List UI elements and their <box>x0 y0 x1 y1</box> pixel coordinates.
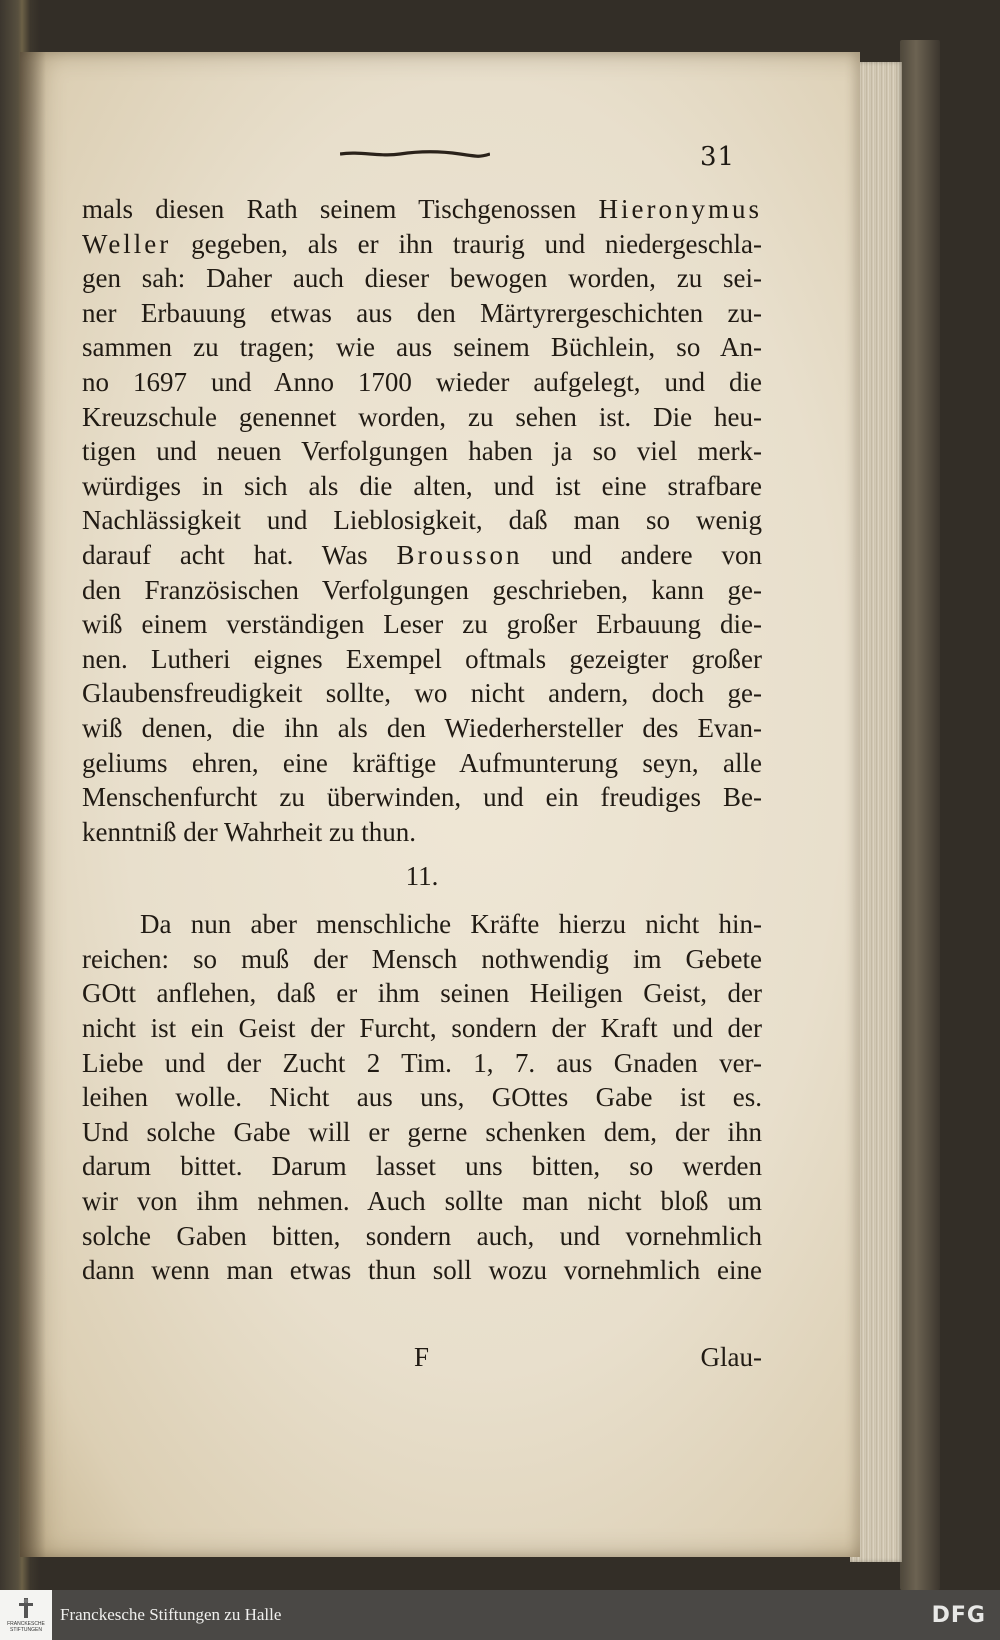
text-run: GOtt anflehen, daß er ihm seinen Heiligen Geist, der <box>82 978 762 1009</box>
text-line <box>82 907 762 942</box>
text-line <box>82 746 762 781</box>
text-run: ner Erbauung etwas aus den Märtyrergeschichten zu- <box>82 297 762 328</box>
text-line <box>82 1046 762 1081</box>
text-run: darum bittet. Darum lasset uns bitten, so werden <box>82 1151 762 1182</box>
text-run: den Französischen Verfolgungen geschrieben, kann ge- <box>82 574 762 605</box>
text-line <box>82 711 762 746</box>
viewer-footer-bar <box>0 1590 1000 1640</box>
text-run: Glaubensfreudigkeit sollte, wo nicht andern, doch ge- <box>82 678 762 709</box>
text-run: Da nun aber menschliche Kräfte hierzu nicht hin- <box>140 909 762 940</box>
text-line <box>82 296 762 331</box>
text-line <box>82 1184 762 1219</box>
text-run: gegeben, als er ihn traurig und niedergeschla- <box>171 228 762 259</box>
text-line <box>82 642 762 677</box>
text-line <box>82 1219 762 1254</box>
spaced-name: Hieronymus <box>598 194 762 224</box>
book-page <box>20 52 860 1557</box>
section-heading-row <box>82 849 762 907</box>
logo-text: FRANCKESCHE STIFTUNGEN <box>7 1621 45 1633</box>
text-run: leihen wolle. Nicht aus uns, GOttes Gabe ist es. <box>82 1082 762 1113</box>
text-run: kenntniß der Wahrheit zu thun. <box>82 816 416 847</box>
text-run: nicht ist ein Geist der Furcht, sondern der Kraft und der <box>82 1013 762 1044</box>
text-line <box>82 330 762 365</box>
catchword: Glau- <box>700 1342 762 1372</box>
text-run: würdiges in sich als die alten, und ist eine strafbare <box>82 470 762 501</box>
text-line <box>82 400 762 435</box>
section-number: 11. <box>405 861 439 892</box>
text-run: Menschenfurcht zu überwinden, und ein freudiges Be- <box>82 782 762 813</box>
page-number: 31 <box>700 142 736 172</box>
body-text <box>82 192 762 1288</box>
text-line <box>82 1253 762 1288</box>
institution-name: Franckesche Stiftungen zu Halle <box>60 1605 282 1624</box>
signature-mark: F <box>414 1342 430 1372</box>
text-line <box>82 815 762 850</box>
text-line <box>82 942 762 977</box>
text-line <box>82 607 762 642</box>
text-line <box>82 676 762 711</box>
paragraph-before-section <box>82 192 762 849</box>
text-line <box>82 192 762 227</box>
text-line <box>82 227 762 262</box>
text-line <box>82 261 762 296</box>
text-run: sammen zu tragen; wie aus seinem Büchlein, so An- <box>82 332 762 363</box>
text-run: solche Gaben bitten, sondern auch, und vornehmlich <box>82 1220 762 1251</box>
text-run: wir von ihm nehmen. Auch sollte man nicht bloß um <box>82 1186 762 1217</box>
text-run: darauf acht hat. Was <box>82 539 397 570</box>
institution-emblem-icon <box>17 1597 35 1619</box>
text-line <box>82 1115 762 1150</box>
text-run: wiß denen, die ihn als den Wiederhersteller des Evan- <box>82 712 762 743</box>
franckesche-stiftungen-logo[interactable] <box>0 1590 52 1640</box>
text-line <box>82 538 762 573</box>
paragraph-section-11 <box>82 907 762 1288</box>
text-line <box>82 976 762 1011</box>
dfg-logo[interactable]: DFG <box>931 1602 986 1628</box>
text-line <box>82 434 762 469</box>
text-run: Kreuzschule genennet worden, zu sehen ist. Die heu- <box>82 401 762 432</box>
text-run: tigen und neuen Verfolgungen haben ja so viel merk- <box>82 436 762 467</box>
text-run: Und solche Gabe will er gerne schenken dem, der ihn <box>82 1116 762 1147</box>
page-footer-line <box>82 1342 762 1382</box>
text-run: no 1697 und Anno 1700 wieder aufgelegt, und die <box>82 366 762 397</box>
book-cover-edge <box>900 40 940 1590</box>
spaced-name: Weller <box>82 228 172 259</box>
text-line <box>82 573 762 608</box>
gutter-shadow <box>20 52 46 1557</box>
text-run: Liebe und der Zucht 2 Tim. 1, 7. aus Gnaden ver- <box>82 1047 762 1078</box>
text-run: nen. Lutheri eignes Exempel oftmals gezeigter großer <box>82 643 762 674</box>
text-line <box>82 1080 762 1115</box>
text-run: Nachlässigkeit und Lieblosigkeit, daß man so wenig <box>82 505 762 536</box>
spaced-name: Brousson <box>396 539 523 570</box>
text-line <box>82 780 762 815</box>
text-line <box>82 1011 762 1046</box>
text-line <box>82 365 762 400</box>
text-run: geliums ehren, eine kräftige Aufmunterung seyn, alle <box>82 747 762 778</box>
text-line <box>82 503 762 538</box>
header-ornament <box>340 150 490 158</box>
text-run: dann wenn man etwas thun soll wozu vornehmlich eine <box>82 1255 762 1286</box>
text-run: reichen: so muß der Mensch nothwendig im Gebete <box>82 943 762 974</box>
text-line <box>82 469 762 504</box>
text-run: mals diesen Rath seinem Tischgenossen <box>82 194 599 224</box>
text-line <box>82 1149 762 1184</box>
text-run: gen sah: Daher auch dieser bewogen worden, zu sei- <box>82 263 762 294</box>
text-run: und andere von <box>522 539 762 570</box>
text-run: wiß einem verständigen Leser zu großer Erbauung die- <box>82 609 762 640</box>
